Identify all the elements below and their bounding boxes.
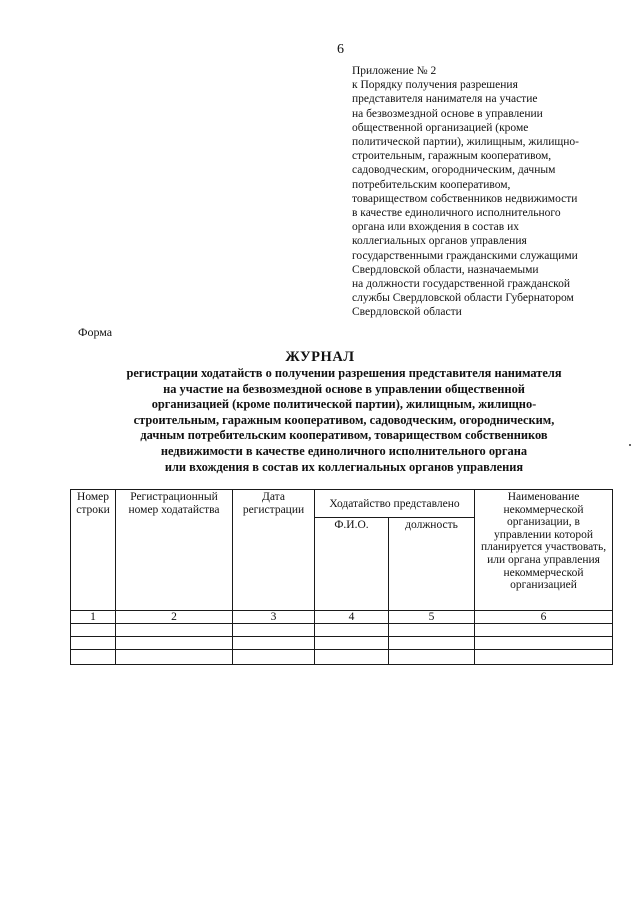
header-petition-submitted: Ходатайство представлено	[315, 490, 475, 518]
table-cell	[116, 650, 233, 665]
header-row-number: Номер строки	[71, 490, 116, 611]
appendix-block	[352, 64, 634, 320]
table-row	[71, 650, 613, 665]
appendix-line: политической партии), жилищным, жилищно-	[352, 136, 579, 149]
appendix-line: Свердловской области	[352, 306, 462, 319]
appendix-line: коллегиальных органов управления	[352, 235, 527, 248]
column-number: 3	[233, 611, 315, 624]
table-cell	[315, 624, 389, 637]
header-organization-name: Наименование некоммерческой организации, в управлении которой планируется участвовать, или органа управления некоммерческой организацией	[475, 490, 613, 611]
subtitle-line: на участие на безвозмездной основе в управлении общественной	[163, 381, 525, 396]
table-cell	[389, 637, 475, 650]
column-number: 6	[475, 611, 613, 624]
header-registration-date: Дата регистрации	[233, 490, 315, 611]
subtitle-line: или вхождения в состав их коллегиальных органов управления	[164, 459, 524, 474]
table-cell	[475, 650, 613, 665]
subtitle-line: дачным потребительским кооперативом, товариществом собственников	[140, 428, 548, 443]
appendix-line: Приложение № 2	[352, 65, 437, 77]
appendix-line: на должности государственной гражданской	[352, 278, 571, 291]
table-cell	[475, 624, 613, 637]
header-position: должность	[389, 518, 475, 611]
table-cell	[233, 650, 315, 665]
appendix-line: общественной организацией (кроме	[352, 121, 529, 134]
table-cell	[116, 624, 233, 637]
subtitle-line: регистрации ходатайств о получении разрешения представителя нанимателя	[126, 366, 562, 380]
appendix-line: государственными гражданскими служащими	[352, 249, 578, 262]
appendix-line: Свердловской области, назначаемыми	[352, 263, 539, 276]
table-cell	[389, 624, 475, 637]
document-subtitle	[60, 366, 628, 475]
table-cell	[71, 637, 116, 650]
appendix-line: товариществом собственников недвижимости	[352, 192, 578, 205]
scan-speck	[629, 444, 631, 446]
appendix-line: строительным, гаражным кооперативом,	[352, 150, 552, 163]
page-number: 6	[337, 42, 344, 57]
table-cell	[389, 650, 475, 665]
subtitle-line: недвижимости в качестве единоличного исполнительного органа	[160, 443, 528, 458]
subtitle-line: строительным, гаражным кооперативом, садоводческим, огородническим,	[133, 412, 555, 427]
appendix-line: органа или вхождения в состав их	[352, 221, 519, 234]
table-cell	[233, 637, 315, 650]
header-registration-number: Регистрационный номер ходатайства	[116, 490, 233, 611]
table-cell	[116, 637, 233, 650]
appendix-line: потребительским кооперативом,	[352, 178, 511, 191]
table-cell	[71, 624, 116, 637]
appendix-line: к Порядку получения разрешения	[352, 79, 518, 92]
table-row	[71, 637, 613, 650]
document-title: ЖУРНАЛ	[285, 349, 355, 365]
column-number-row	[71, 611, 613, 624]
form-label: Форма	[78, 325, 113, 339]
table-cell	[315, 637, 389, 650]
subtitle-line: организацией (кроме политической партии), жилищным, жилищно-	[151, 397, 537, 412]
table-row	[71, 624, 613, 637]
appendix-line: садоводческим, огородническим, дачным	[352, 164, 556, 177]
journal-table	[70, 489, 613, 665]
appendix-line: на безвозмездной основе в управлении	[352, 107, 543, 120]
column-number: 2	[116, 611, 233, 624]
appendix-line: службы Свердловской области Губернатором	[352, 292, 574, 305]
appendix-line: в качестве единоличного исполнительного	[352, 207, 561, 220]
column-number: 4	[315, 611, 389, 624]
appendix-line: представителя нанимателя на участие	[352, 93, 538, 106]
table-cell	[475, 637, 613, 650]
column-number: 5	[389, 611, 475, 624]
table-cell	[71, 650, 116, 665]
table-cell	[233, 624, 315, 637]
column-number: 1	[71, 611, 116, 624]
header-full-name: Ф.И.О.	[315, 518, 389, 611]
table-cell	[315, 650, 389, 665]
